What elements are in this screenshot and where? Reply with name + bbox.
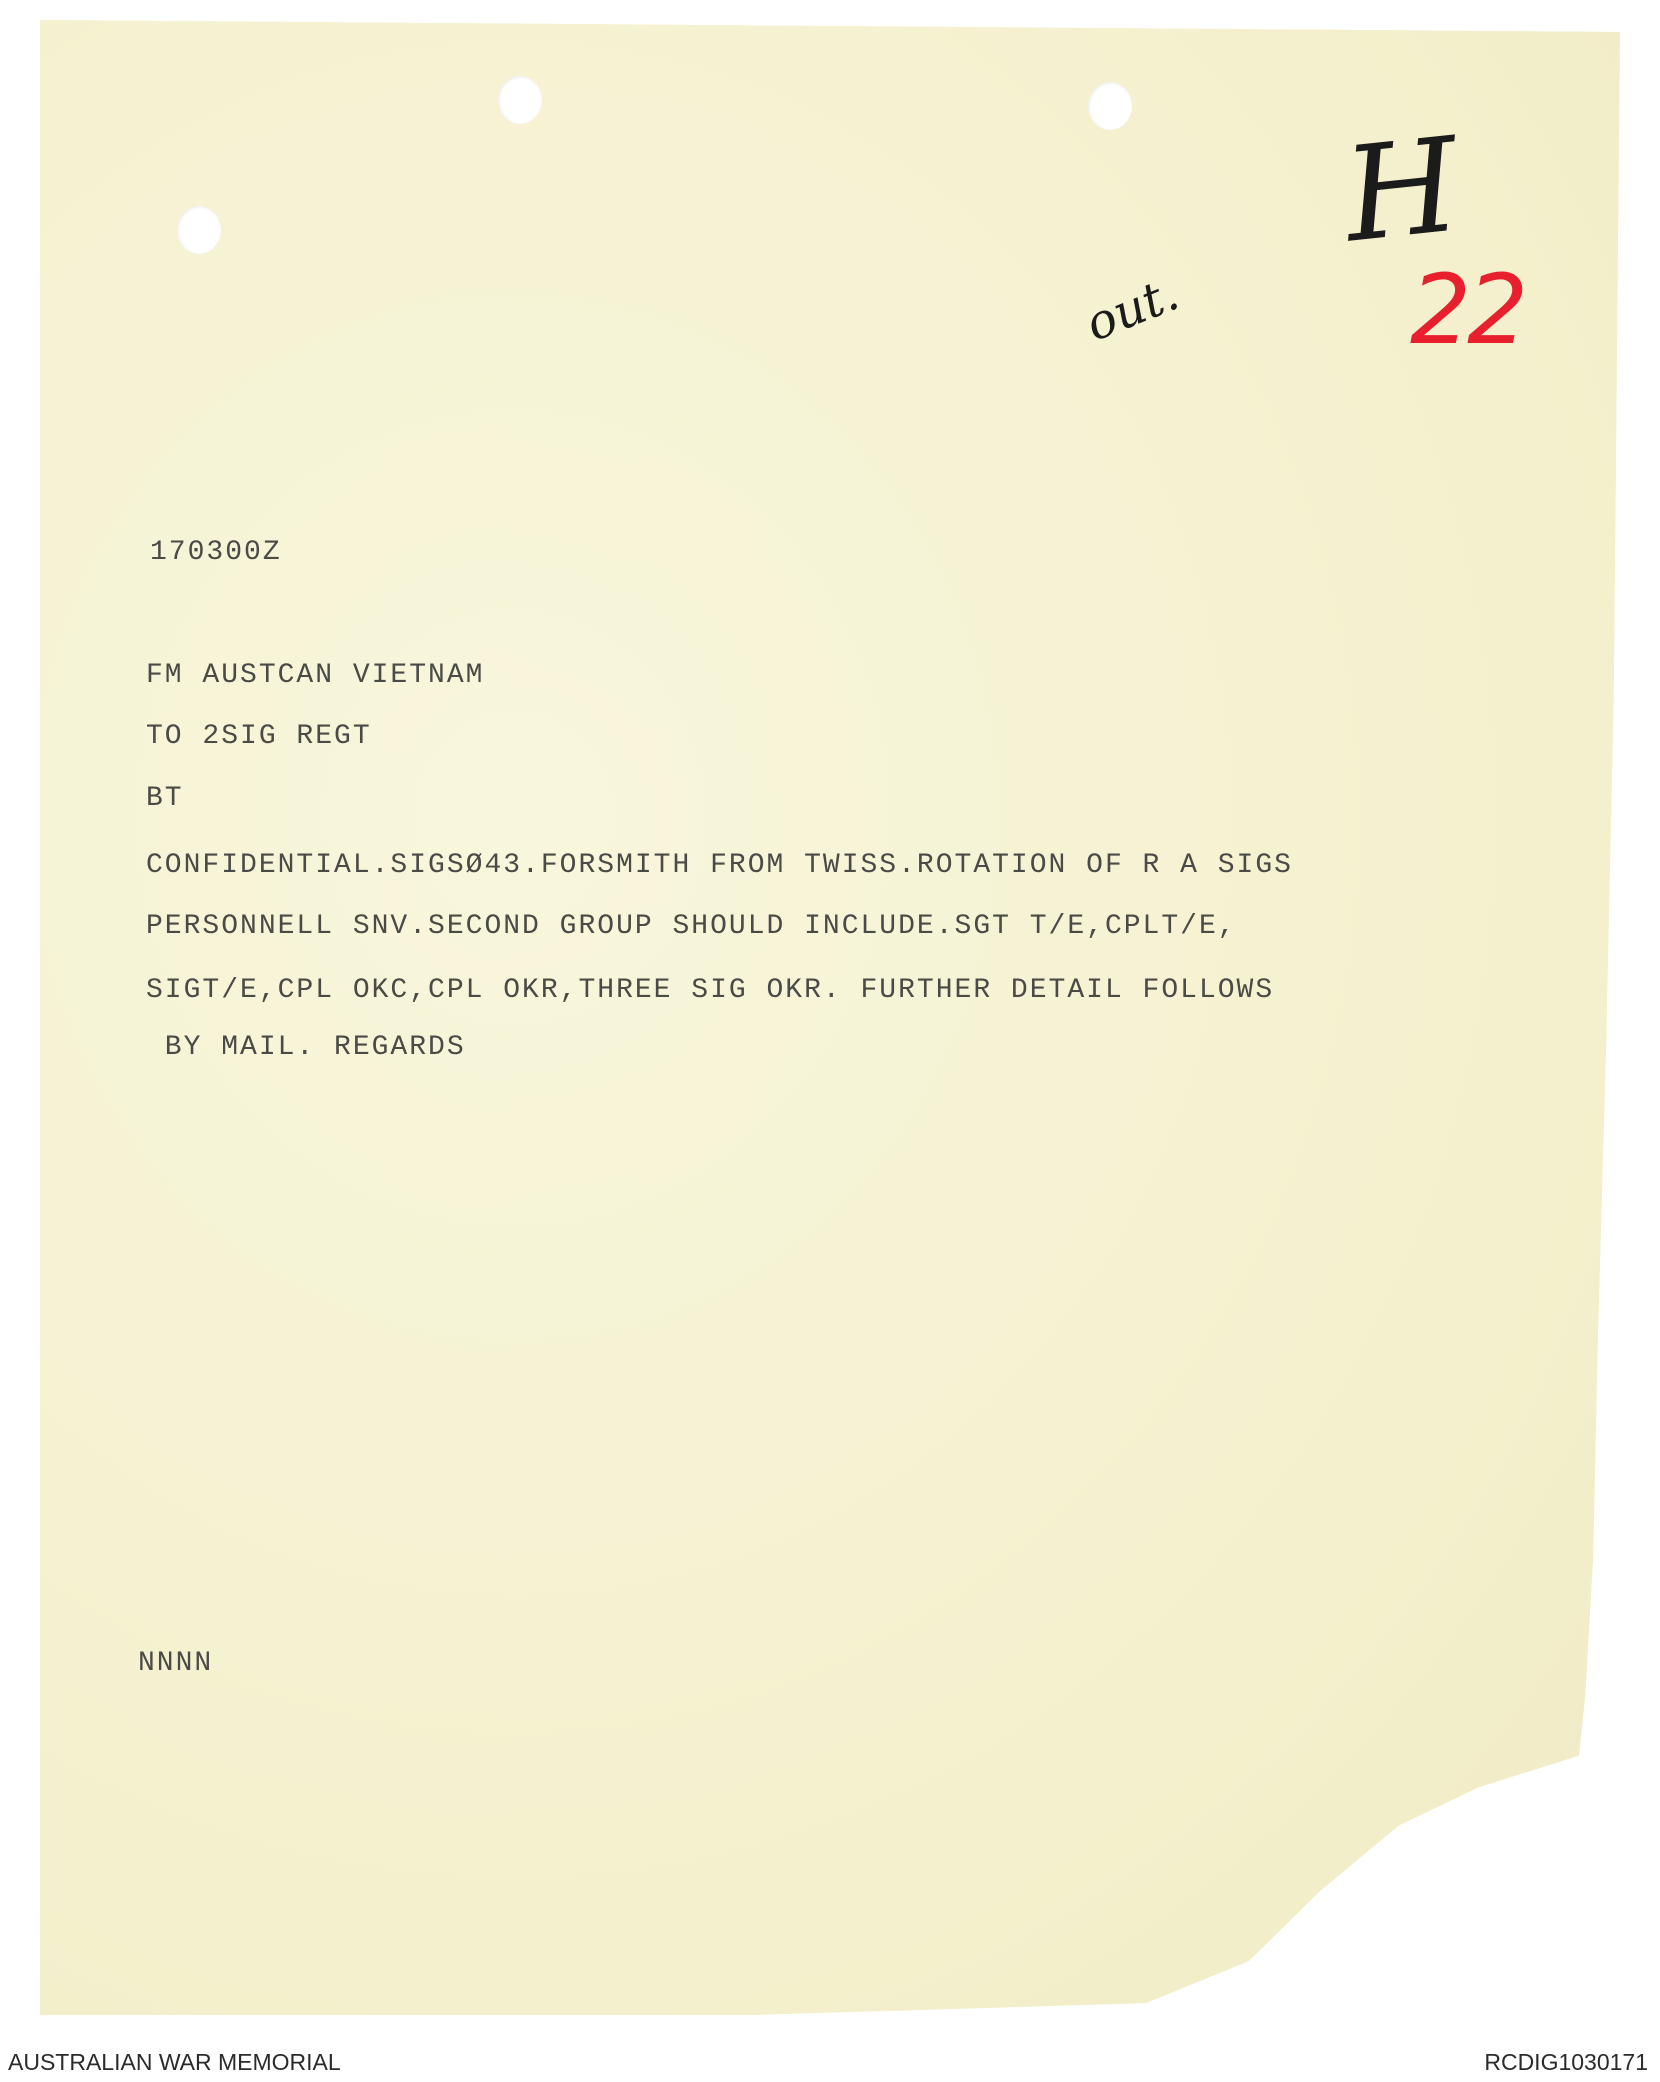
message-body-line: PERSONNELL SNV.SECOND GROUP SHOULD INCLUDE.SGT T/E,CPLT/E, [146,911,1237,942]
bt-separator: BT [146,783,184,814]
handwritten-letter-mark: H [1337,108,1467,272]
footer-record-id: RCDIG1030171 [1484,2049,1648,2075]
footer-archive-name: AUSTRALIAN WAR MEMORIAL [8,2049,341,2075]
handwritten-out-note: out. [1077,265,1187,353]
message-body-line: SIGT/E,CPL OKC,CPL OKR,THREE SIG OKR. FURTHER DETAIL FOLLOWS [146,975,1275,1006]
document-sheet [40,20,1620,2015]
punch-hole-top-left [498,76,542,124]
punch-hole-left [177,206,221,254]
message-body-line: CONFIDENTIAL.SIGSØ43.FORSMITH FROM TWISS.ROTATION OF R A SIGS [146,850,1293,881]
to-line: TO 2SIG REGT [146,721,372,752]
date-time-group: 170300Z [150,537,282,568]
punch-hole-top-right [1088,82,1132,130]
handwritten-page-number: 22 [1410,254,1525,366]
message-body-line: BY MAIL. REGARDS [146,1032,466,1063]
end-of-message-marker: NNNN [138,1648,214,1679]
from-line: FM AUSTCAN VIETNAM [146,660,485,691]
